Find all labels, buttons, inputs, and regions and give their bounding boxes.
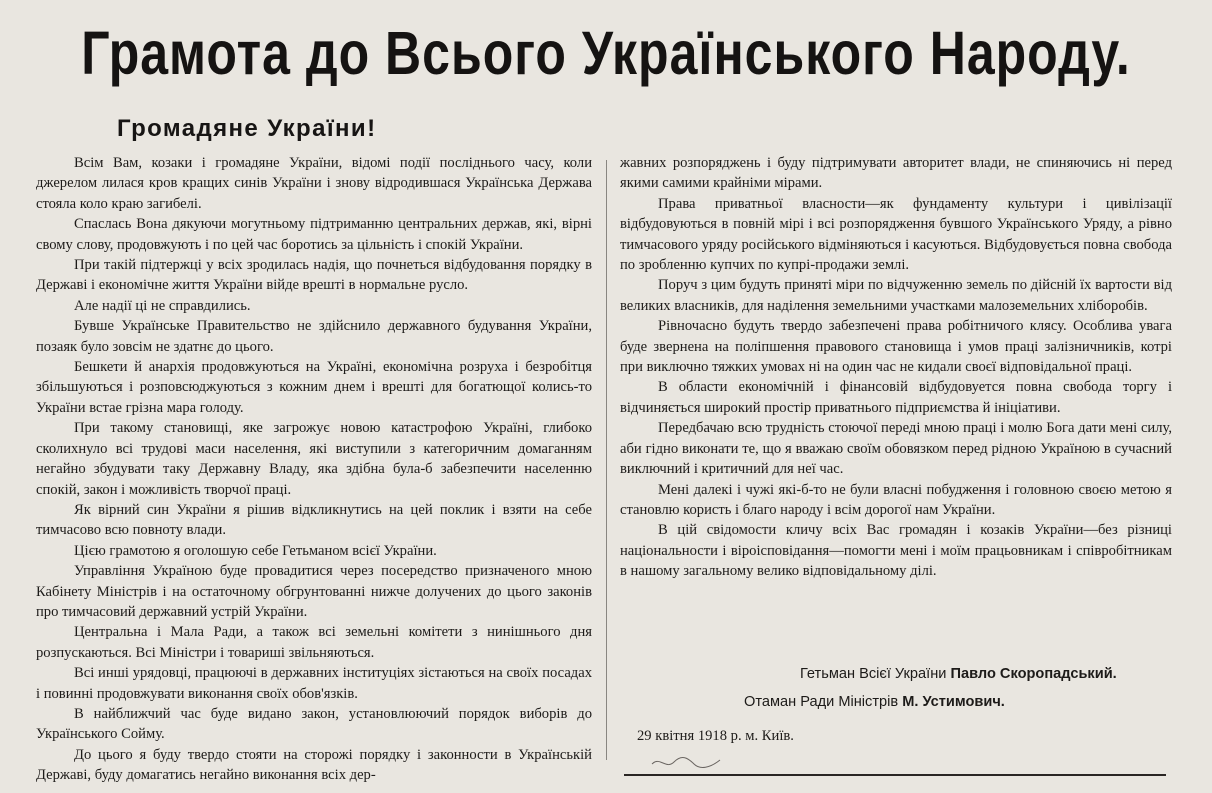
paragraph: Поруч з цим будуть приняті міри по відчуженню земель по дійсній їх вартости від великих власників, для наділення земельними участками малоземельних хліборобів. — [620, 277, 1172, 314]
paragraph: Як вірний син України я рішив відкликнутись на цей поклик і взяти на себе тимчасово всю повноту влади. — [36, 501, 592, 539]
paragraph: Рівночасно будуть твердо забезпечені права робітничого клясу. Особлива увага буде звернена на поліпшення правового становища і умов праці залізничників, котрі при виключно тяжких умовах ні на один час не кидали своєї відповідальної праці. — [620, 318, 1172, 376]
paragraph: Цією грамотою я оголошую себе Гетьманом всієї України. — [74, 542, 437, 559]
signature-ataman-name: М. Устимович. — [902, 694, 1005, 710]
paragraph: В найближчий час буде видано закон, установлюючий порядок виборів до Українського Сойму. — [36, 705, 592, 743]
signature-ataman-title: Отаман Ради Міністрів — [744, 694, 899, 710]
paragraph: До цього я буду твердо стояти на сторожі порядку і законности в Українській Державі, буду домагатись негайно виконання всіх дер- — [36, 746, 592, 784]
paragraph: Спаслась Вона дякуючи могутньому підтриманню центральних держав, які, вірні свому слову, продовжують і по цей час боротись за цільність і спокій України. — [36, 216, 592, 253]
paragraph: Бувше Українське Правительство не здійснило державного будування України, позаяк було зовсім не здатнє до цього. — [36, 318, 592, 355]
paragraph: Мені далекі і чужі які-б-то не були власні побудження і головною своєю метою я становлю користь і благо народу і всім дорогої нам України. — [620, 481, 1172, 518]
document-title: Грамота до Всього Українського Народу. — [81, 19, 1131, 88]
paragraph: При такому становищі, яке загрожує новою катастрофою Україні, глибоко сколихнуло всі трудові маси населення, які виступили з категоричним домаганням негайно збудувати таку Державну Владу, яка здібна була-б забезпечити населенню спокій, закон і можливість творчої праці. — [36, 420, 592, 498]
paragraph: Але надії ці не справдились. — [74, 297, 251, 314]
paragraph: В цій свідомости кличу всіх Вас громадян і козаків України—без різниці національности і віроісповідання—помогти мені і моїм працьовникам і співробітникам в нашому загальному велико відповідальному ділі. — [620, 522, 1172, 580]
bottom-rule — [624, 774, 1166, 776]
paragraph: Всі инші урядовці, працюючі в державних інституціях зістаються на своїх посадах і повинні продовжувати виконання своїх обов'язків. — [36, 665, 592, 702]
paragraph: Всім Вам, козаки і громадяне України, відомі події посліднього часу, коли джерелом лилася кров кращих синів України і знову відродившася Українська Держава стояла коло краю загибелі. — [36, 155, 592, 212]
paragraph: В области економічній і фінансовій відбудовуется повна свобода торгу і відчиняється широкий простір приватнього підприємства й ініціативи. — [620, 379, 1172, 416]
left-text-column — [36, 153, 592, 786]
column-divider — [606, 160, 607, 760]
paragraph: Права приватньої власности—як фундаменту культури і цивілізації відбудовуються в повній мірі і всі розпорядження бувшого Українського Уряду, а рівно тимчасового уряду російського відміняються і касуються. Відбудовується повна свобода по зробленню купчих по купрі-продажи землі. — [620, 195, 1172, 274]
paragraph: Бешкети й анархія продовжуються на Україні, економічна розруха і безробітця збільшуються і розповсюджуються з кожним днем і врешті для богатющої колись-то України встае грізна мара голоду. — [36, 359, 592, 416]
paragraph: Управління Україною буде провадитися через посередство призначеного мною Кабінету Міністрів і на остаточному обгрунтованні нижче долучених до цього законів про тимчасовий державний устрій України. — [36, 563, 592, 620]
document-subtitle: Громадяне України! — [117, 115, 377, 142]
paragraph: Центральна і Мала Ради, а також всі земельні комітети з нинішнього дня розпускаються. Всі Міністри і товариші звільняються. — [36, 624, 592, 661]
handwritten-mark — [650, 752, 730, 772]
right-text-column — [620, 153, 1172, 582]
signature-hetman — [800, 664, 1117, 684]
document-date: 29 квітня 1918 р. м. Київ. — [637, 728, 794, 744]
paragraph: жавних розпоряджень і буду підтримувати авторитет влади, не спиняючись ні перед якими самими крайніми мірами. — [620, 155, 1172, 192]
signature-ataman — [744, 692, 1005, 712]
signature-hetman-name: Павло Скоропадський. — [950, 666, 1117, 682]
signature-hetman-title: Гетьман Всієї України — [800, 666, 947, 682]
paragraph: При такій підтержці у всіх зродилась надія, що почнеться відбудовання порядку в Державі і економічне життя України війде врешті в нормальне русло. — [36, 257, 592, 294]
paragraph: Передбачаю всю трудність стоючої переді мною праці і молю Бога дати мені силу, аби гідно виконати те, що я вважаю своїм обовязком перед рідною Україною в сучасний виключний і критичний для неї час. — [620, 420, 1172, 478]
